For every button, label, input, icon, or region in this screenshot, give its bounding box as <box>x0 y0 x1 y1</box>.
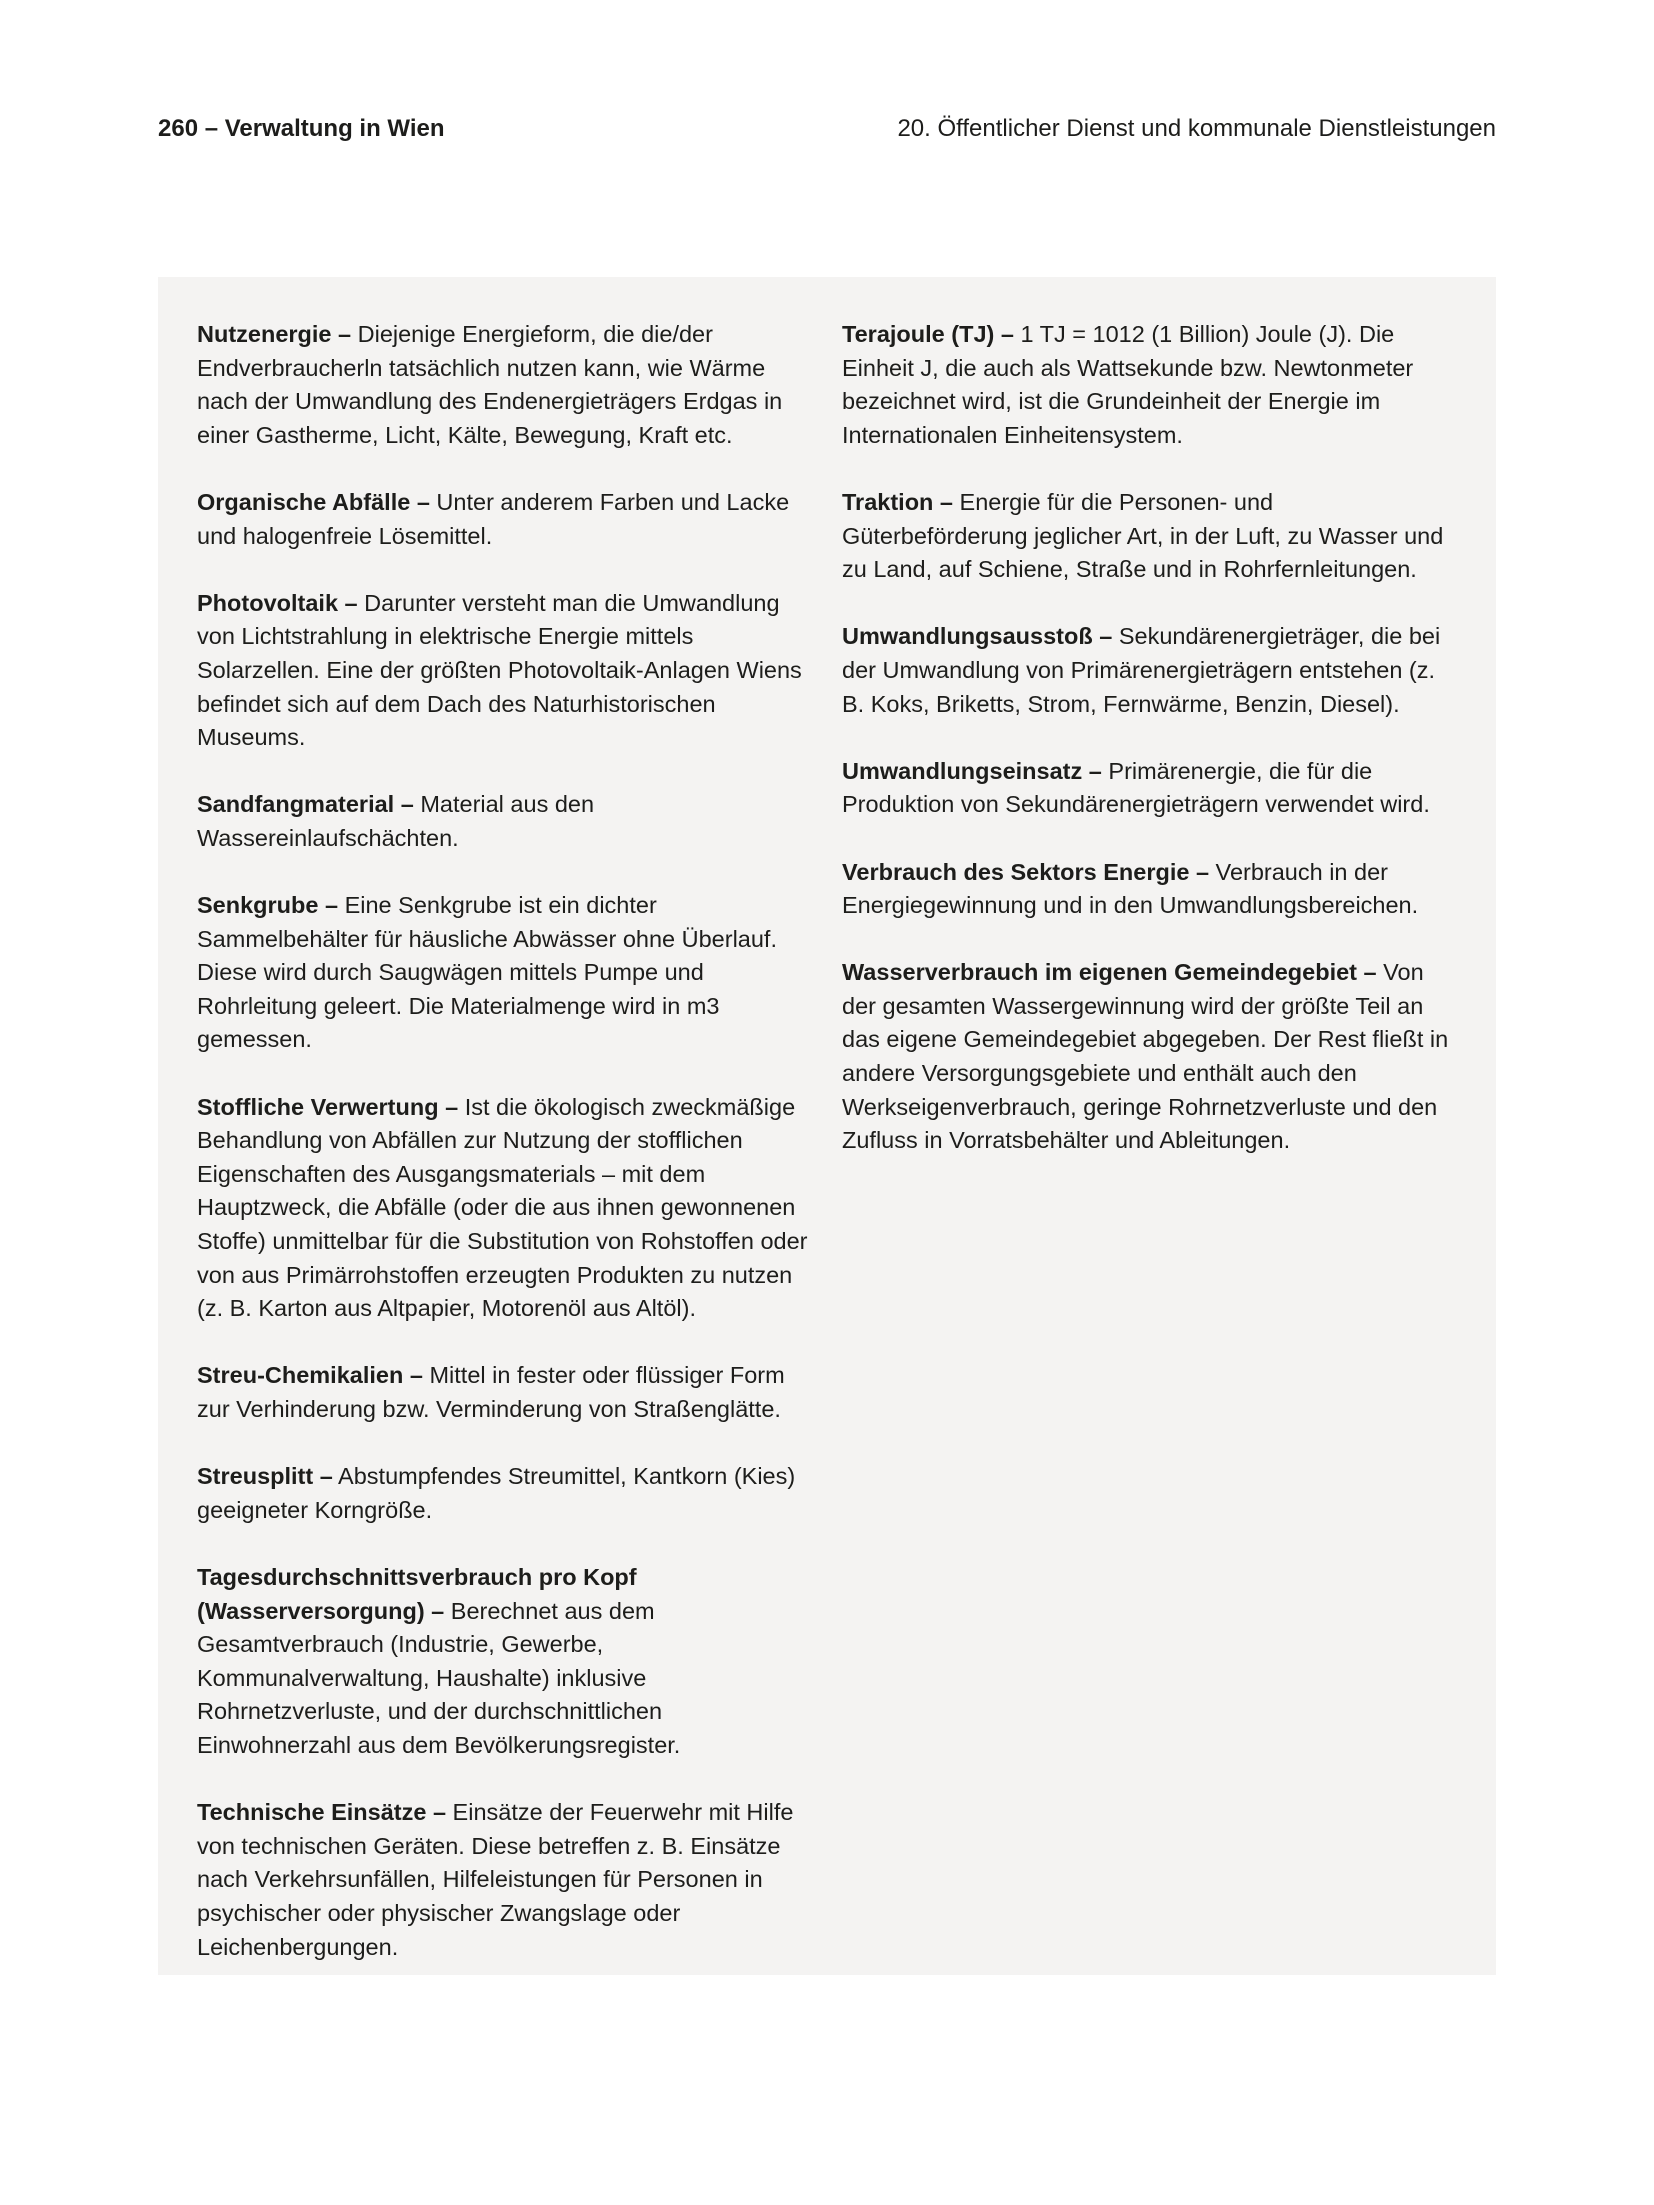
glossary-entry-streusplitt <box>197 1460 817 1527</box>
glossary-entry-wasserverbrauch <box>842 956 1462 1158</box>
glossary-definition: Unter anderem Farben und Lacke und halogenfreie Lösemittel. <box>197 488 790 549</box>
glossary-entry-photovoltaik <box>197 587 817 755</box>
glossary-definition: Ist die ökologisch zweckmäßige Behandlung von Abfällen zur Nutzung der stofflichen Eigenschaften des Ausgangsmaterials – mit dem Hauptzweck, die Abfälle (oder die aus ihnen gewonnenen Stoffe) unmittelbar für die Substitution von Rohstoffen oder von aus Primärrohstoffen erzeugten Produkten zu nutzen (z. B. Karton aus Altpapier, Motorenöl aus Altöl). <box>197 1093 808 1322</box>
glossary-definition: Verbrauch in der Energiegewinnung und in den Umwandlungsbereichen. <box>842 858 1419 919</box>
glossary-entry-organische-abfaelle <box>197 486 817 553</box>
glossary-term: Umwandlungsausstoß – <box>842 623 1113 650</box>
glossary-entry-technische-einsaetze <box>197 1796 817 1964</box>
glossary-left-column <box>197 318 817 1998</box>
glossary-definition: Mittel in fester oder flüssiger Form zur Verhinderung bzw. Verminderung von Straßenglätte. <box>197 1362 785 1422</box>
glossary-definition: Darunter versteht man die Umwandlung von Lichtstrahlung in elektrische Energie mittels Solarzellen. Eine der größten Photovoltaik-Anlagen Wiens befindet sich auf dem Dach des Naturhistorischen Museums. <box>197 589 802 751</box>
glossary-term: Stoffliche Verwertung – <box>197 1093 459 1120</box>
glossary-term: Organische Abfälle – <box>197 488 430 515</box>
glossary-entry-tagesdurchschnittsverbrauch <box>197 1561 817 1763</box>
glossary-term: Terajoule (TJ) – <box>842 321 1014 347</box>
glossary-right-column <box>842 318 1462 1191</box>
glossary-entry-senkgrube <box>197 889 817 1057</box>
glossary-term: Verbrauch des Sektors Energie – <box>842 858 1210 885</box>
glossary-definition: Eine Senkgrube ist ein dichter Sammelbehälter für häusliche Abwässer ohne Überlauf. Diese wird durch Saugwägen mittels Pumpe und Rohrleitung geleert. Die Materialmenge wird in m3 gemessen. <box>197 892 777 1053</box>
glossary-definition: Sekundärenergieträger, die bei der Umwandlung von Primärenergieträgern entstehen (z. B. Koks, Briketts, Strom, Fernwärme, Benzin, Diesel). <box>842 623 1441 717</box>
glossary-definition: 1 TJ = 1012 (1 Billion) Joule (J). Die Einheit J, die auch als Wattsekunde bzw. Newtonmeter bezeichnet wird, ist die Grundeinheit der Energie im Internationalen Einheitensystem. <box>842 321 1414 448</box>
page-number-section-title: 260 – Verwaltung in Wien <box>158 115 445 142</box>
glossary-term: Traktion – <box>842 488 954 515</box>
chapter-title: 20. Öffentlicher Dienst und kommunale Dienstleistungen <box>897 115 1496 142</box>
glossary-term: Tagesdurchschnittsverbrauch pro Kopf (Wasserversorgung) – <box>197 1563 637 1624</box>
glossary-term: Wasserverbrauch im eigenen Gemeindegebiet – <box>842 959 1377 986</box>
glossary-entry-streu-chemikalien <box>197 1359 817 1426</box>
glossary-definition: Einsätze der Feuerwehr mit Hilfe von technischen Geräten. Diese betreffen z. B. Einsätze nach Verkehrsunfällen, Hilfeleistungen für Personen in psychischer oder physischer Zwangslage oder Leichenbergungen. <box>197 1799 794 1960</box>
glossary-definition: Primärenergie, die für die Produktion von Sekundärenergieträgern verwendet wird. <box>842 757 1430 818</box>
glossary-definition: Berechnet aus dem Gesamtverbrauch (Industrie, Gewerbe, Kommunalverwaltung, Haushalte) inklusive Rohrnetzverluste, und der durchschnittlichen Einwohnerzahl aus dem Bevölkerungsregister. <box>197 1597 681 1758</box>
glossary-term: Streu-Chemikalien – <box>197 1362 423 1389</box>
glossary-entry-terajoule <box>842 318 1462 452</box>
glossary-definition: Energie für die Personen- und Güterbeförderung jeglicher Art, in der Luft, zu Wasser und zu Land, auf Schiene, Straße und in Rohrfernleitungen. <box>842 488 1444 583</box>
glossary-term: Sandfangmaterial – <box>197 791 414 818</box>
glossary-definition: Abstumpfendes Streumittel, Kantkorn (Kies) geeigneter Korngröße. <box>197 1463 796 1523</box>
glossary-definition: Material aus den Wassereinlaufschächten. <box>197 791 595 851</box>
glossary-entry-umwandlungseinsatz <box>842 755 1462 822</box>
glossary-entry-sandfangmaterial <box>197 788 817 855</box>
glossary-term: Technische Einsätze – <box>197 1799 447 1826</box>
glossary-term: Photovoltaik – <box>197 589 358 616</box>
glossary-entry-umwandlungsausstoss <box>842 620 1462 721</box>
glossary-box <box>158 277 1496 1975</box>
glossary-entry-nutzenergie <box>197 318 817 452</box>
glossary-term: Nutzenergie – <box>197 321 352 347</box>
glossary-term: Umwandlungseinsatz – <box>842 757 1102 784</box>
glossary-entry-stoffliche-verwertung <box>197 1091 817 1326</box>
glossary-term: Senkgrube – <box>197 892 339 919</box>
glossary-entry-traktion <box>842 486 1462 587</box>
glossary-entry-verbrauch-sektor-energie <box>842 856 1462 923</box>
glossary-definition: Von der gesamten Wassergewinnung wird der größte Teil an das eigene Gemeindegebiet abgegeben. Der Rest fließt in andere Versorgungsgebiete und enthält auch den Werkseigenverbrauch, geringe Rohrnetzverluste und den Zufluss in Vorratsbehälter und Ableitungen. <box>842 959 1449 1154</box>
page-header <box>158 112 1496 146</box>
glossary-term: Streusplitt – <box>197 1463 333 1490</box>
glossary-definition: Diejenige Energieform, die die/der Endverbraucherln tatsächlich nutzen kann, wie Wärme nach der Umwandlung des Endenergieträgers Erdgas in einer Gastherme, Licht, Kälte, Bewegung, Kraft etc. <box>197 321 783 448</box>
